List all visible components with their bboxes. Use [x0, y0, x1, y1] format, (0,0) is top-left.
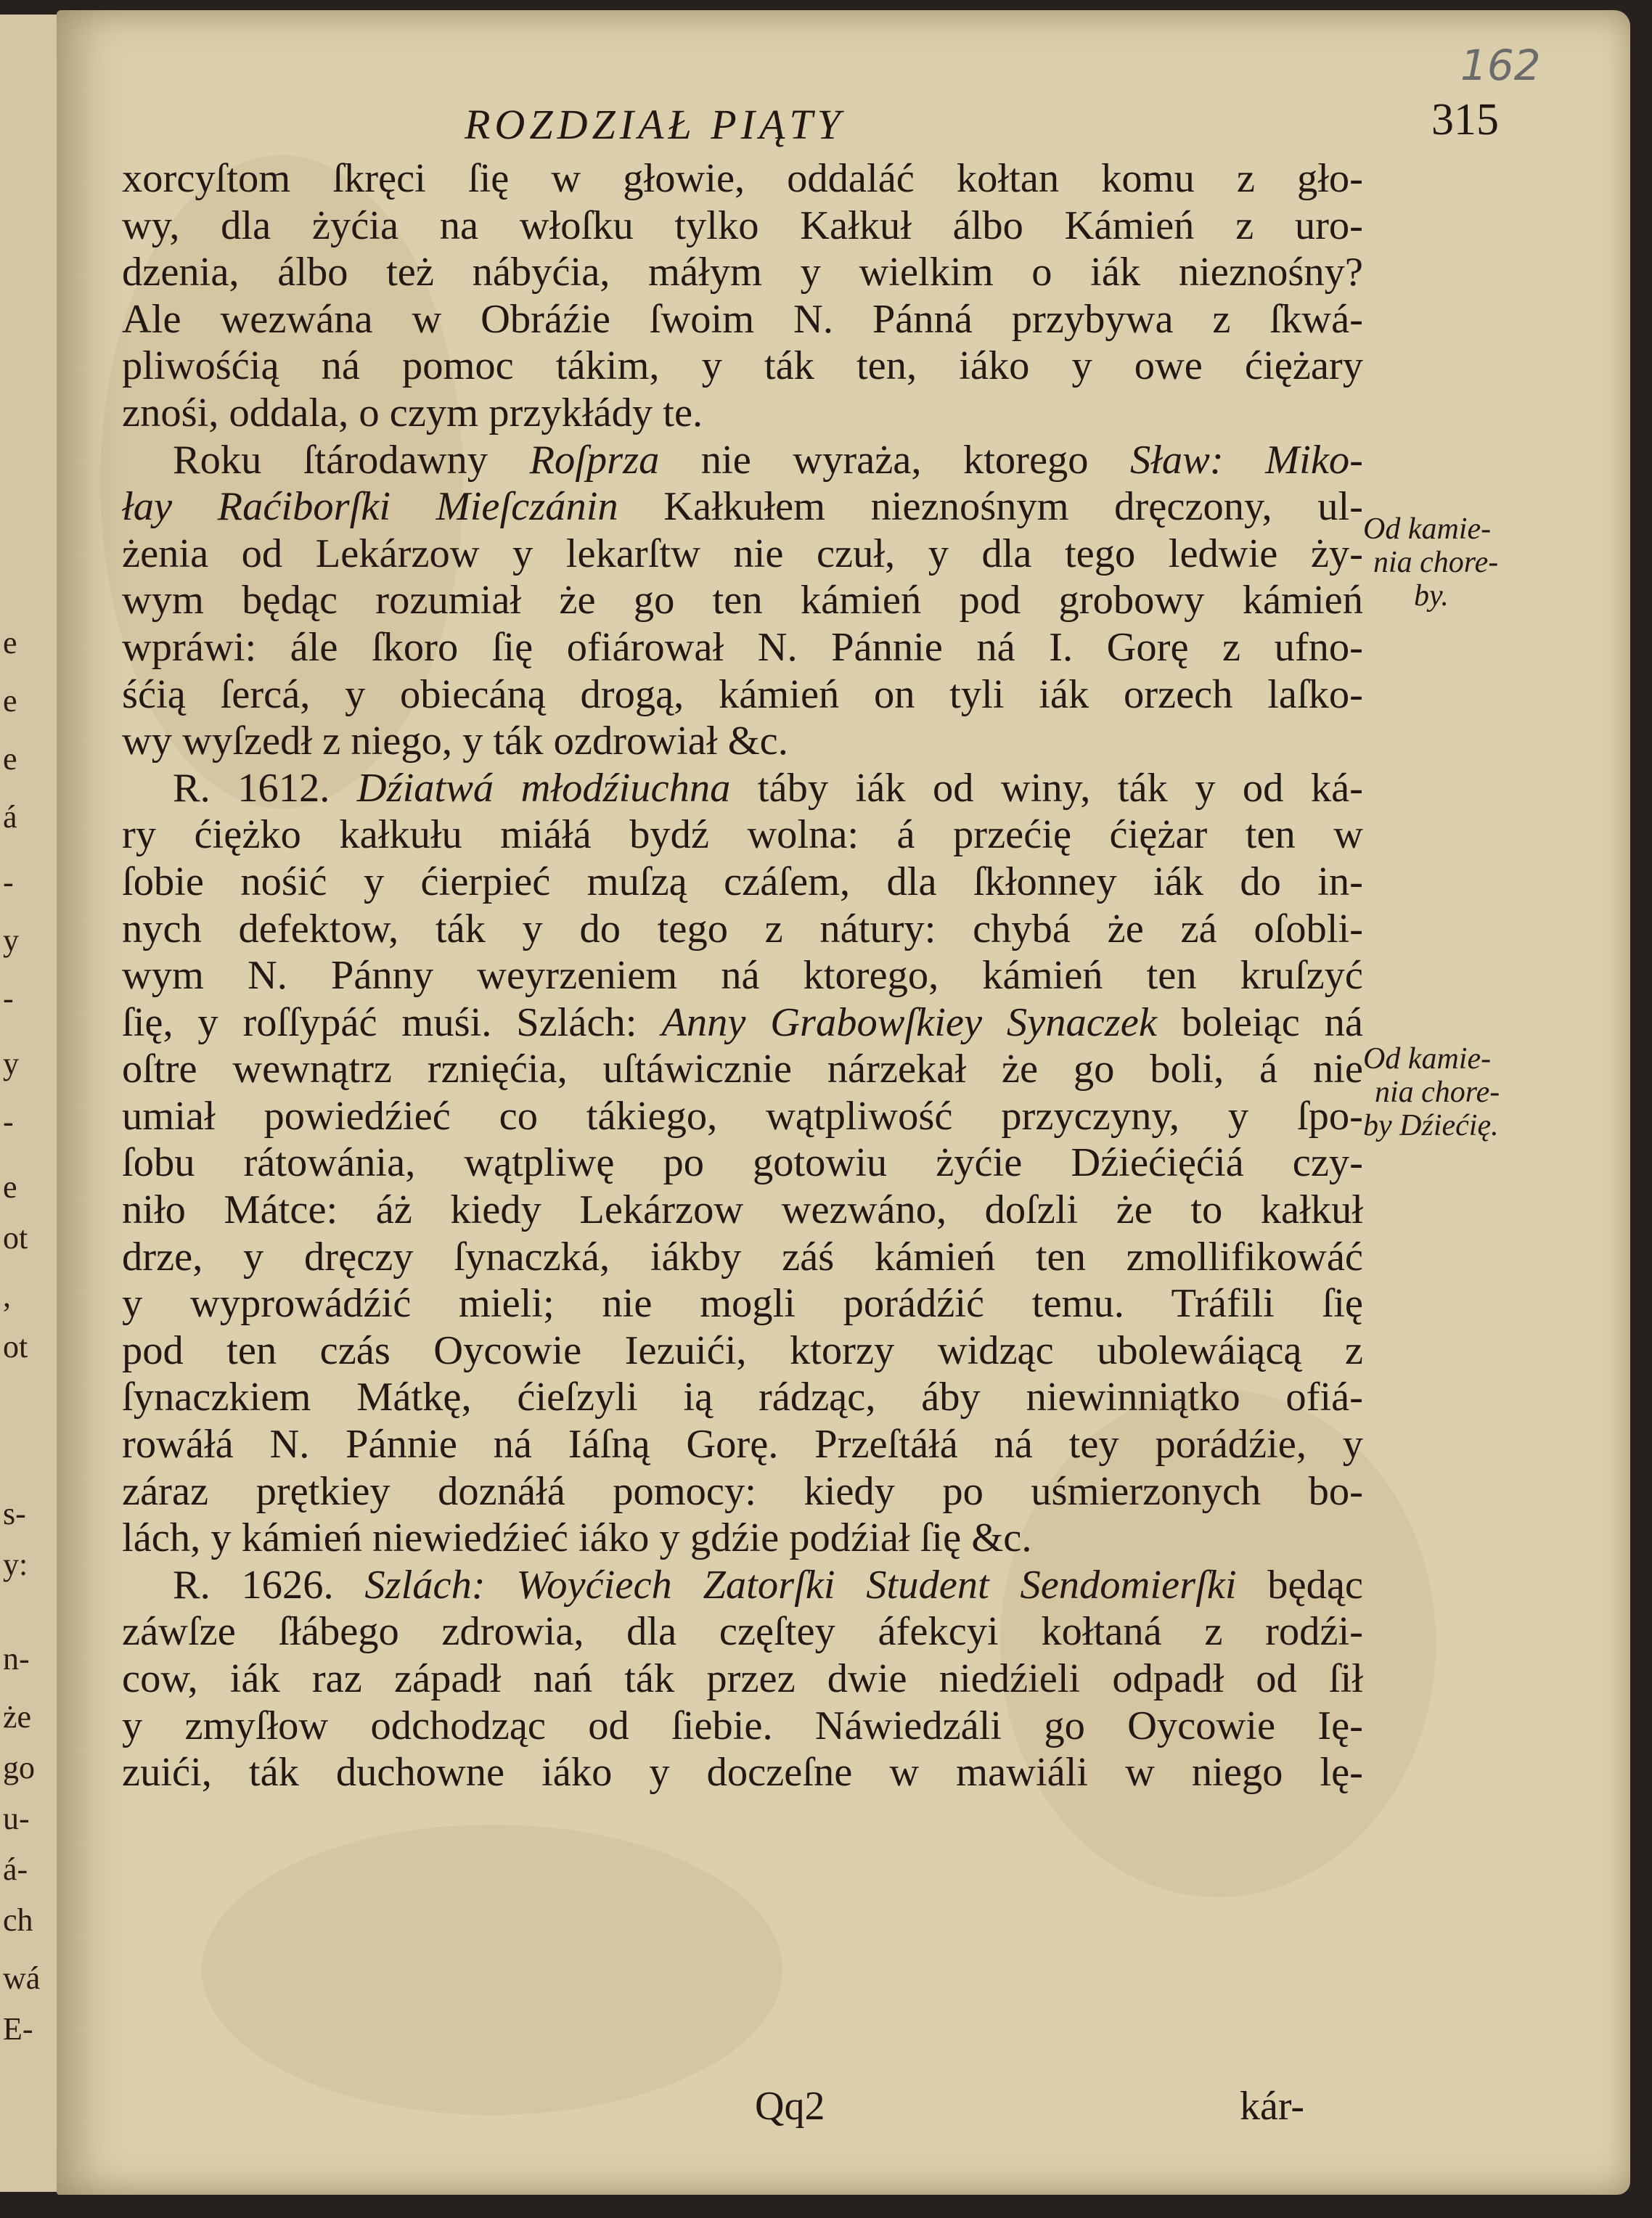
italic-name: Roſprza	[529, 437, 660, 483]
text-line	[122, 765, 1363, 812]
marginal-note-line: Od kamie-	[1363, 512, 1492, 546]
text-line	[122, 1280, 1363, 1327]
facing-page-fragment: E-	[3, 2011, 33, 2047]
text-segment: rowáłá N. Pánnie ná Iáſną Gorę. Przeſtáłá ná tey porádźie, y	[122, 1422, 1363, 1468]
page-number: 315	[1431, 95, 1499, 144]
marginal-note	[1363, 1042, 1537, 1142]
facing-page-fragment: n-	[3, 1641, 30, 1677]
text-segment: niło Mátce: áż kiedy Lekárzow wezwáno, doſzli że to kałkuł	[122, 1187, 1363, 1233]
italic-name: Dźiatwá młodźiuchna	[356, 765, 731, 811]
italic-name: Sław: Miko-	[1129, 437, 1363, 483]
marginal-note-line: Od kamie-	[1363, 1042, 1492, 1076]
text-line	[122, 1656, 1363, 1703]
text-line	[122, 1749, 1363, 1796]
text-segment: będąc	[1236, 1562, 1364, 1608]
text-line	[122, 249, 1363, 296]
text-segment: wpráwi: ále ſkoro ſię ofiárował N. Pánnie ná I. Gorę z ufno-	[122, 624, 1363, 670]
facing-page-fragment: że	[3, 1699, 32, 1735]
paper-stain	[202, 1825, 782, 2115]
facing-page-fragment: go	[3, 1750, 35, 1785]
text-segment: táby iák od winy, ták y od ká-	[730, 765, 1363, 811]
facing-page-fragment: -	[3, 1104, 14, 1139]
text-line	[122, 859, 1363, 906]
facing-page-fragment: wá	[3, 1960, 41, 1996]
text-line	[122, 1374, 1363, 1421]
text-segment: drze, y dręczy ſynaczká, iákby záś kámień ten zmollifikowáć	[122, 1234, 1363, 1280]
facing-page-fragment: y	[3, 922, 19, 958]
facing-page-fragment: -	[3, 864, 14, 900]
text-segment: wy, dla żyćia na włoſku tylko Kałkuł álbo Kámień z uro-	[122, 202, 1363, 248]
facing-page-fragment: u-	[3, 1801, 30, 1836]
text-segment: umiał powiedźieć co tákiego, wątpliwość przyczyny, y ſpo-	[122, 1093, 1363, 1139]
text-segment: znośi, oddala, o czym przykłády te.	[122, 390, 703, 435]
signature-mark: Qq2	[755, 2084, 825, 2129]
pencil-folio-number: 162	[1460, 41, 1541, 90]
facing-page-edge	[0, 15, 65, 2192]
facing-page-fragment: y:	[3, 1547, 28, 1582]
italic-name: Anny Grabowſkiey Synaczek	[661, 999, 1157, 1045]
facing-page-fragment: e	[3, 683, 17, 719]
text-segment: Ale wezwána w Obráźie ſwoim N. Pánná przybywa z ſkwá-	[122, 296, 1363, 342]
text-segment: boleiąc ná	[1156, 999, 1363, 1045]
text-segment: cow, iák raz západł nań ták przez dwie niedźieli odpadł od ſił	[122, 1656, 1363, 1701]
text-line	[122, 624, 1363, 671]
text-segment: Roku ſtárodawny	[173, 437, 530, 483]
text-line	[122, 1608, 1363, 1656]
text-line	[122, 1093, 1363, 1140]
text-line	[122, 1468, 1363, 1515]
text-line	[122, 1703, 1363, 1750]
marginal-note-line: nia chore-	[1375, 1076, 1500, 1109]
text-segment: R. 1612.	[173, 765, 357, 811]
text-line	[122, 1327, 1363, 1375]
text-segment: zuići, ták duchowne iáko y doczeſne w mawiáli w niego lę-	[122, 1750, 1363, 1796]
text-line	[122, 296, 1363, 343]
text-line	[122, 437, 1363, 484]
text-segment: żenia od Lekárzow y lekarſtw nie czuł, y dla tego ledwie ży-	[122, 531, 1363, 576]
text-line	[122, 483, 1363, 531]
text-line	[122, 1046, 1363, 1093]
text-segment: wym będąc rozumiał że go ten kámień pod grobowy kámień	[122, 578, 1363, 623]
text-segment: Kałkułem nieznośnym dręczony, ul-	[618, 484, 1363, 530]
text-segment: nych defektow, ták y do tego z nátury: chybá że zá oſobli-	[122, 906, 1363, 952]
facing-page-fragment: ot	[3, 1220, 28, 1256]
italic-name: łay Raćiborſki Mieſczánin	[122, 484, 618, 530]
text-line	[122, 906, 1363, 953]
text-segment: ſynaczkiem Mátkę, ćieſzyli ią rádząc, áby niewinniątko ofiá-	[122, 1375, 1363, 1420]
text-segment: ry ćiężko kałkułu miáłá bydź wolna: á przećię ćiężar ten w	[122, 812, 1363, 858]
running-head: ROZDZIAŁ PIĄTY	[465, 101, 845, 148]
facing-page-fragment: e	[3, 741, 17, 777]
text-line	[122, 1187, 1363, 1234]
text-segment: xorcyſtom ſkręci ſię w głowie, oddaláć kołtan komu z gło-	[122, 156, 1363, 201]
facing-page-fragment: e	[3, 1169, 17, 1205]
text-line	[122, 1139, 1363, 1187]
text-line	[122, 390, 1363, 437]
text-segment: ſobu rátowánia, wątpliwę po gotowiu żyćie Dźiećięćiá czy-	[122, 1140, 1363, 1186]
facing-page-fragment: ,	[3, 1278, 11, 1314]
text-segment: dzenia, álbo też nábyćia, máłym y wielkim o iák nieznośny?	[122, 250, 1363, 295]
text-line	[122, 999, 1363, 1047]
text-segment: y wyprowádźić mieli; nie mogli porádźić temu. Tráfili ſię	[122, 1281, 1363, 1327]
text-segment: ſię, y roſſypáć muśi. Szlách:	[122, 999, 662, 1045]
facing-page-fragment: á	[3, 799, 17, 835]
text-line	[122, 671, 1363, 719]
facing-page-fragment: ot	[3, 1329, 28, 1364]
text-segment: záwſze ſłábego zdrowia, dla częſtey áfekcyi kołtaná z rodźi-	[122, 1609, 1363, 1655]
marginal-note	[1363, 512, 1537, 613]
catchword: kár-	[1240, 2084, 1305, 2129]
text-line	[122, 1234, 1363, 1281]
text-segment: śćią ſercá, y obiecáną drogą, kámień on tyli iák orzech laſko-	[122, 671, 1363, 717]
text-line	[122, 1515, 1363, 1562]
facing-page-fragment: e	[3, 625, 17, 660]
text-segment: R. 1626.	[173, 1562, 365, 1608]
facing-page-fragment: -	[3, 981, 14, 1016]
text-line	[122, 155, 1363, 202]
text-line	[122, 811, 1363, 859]
text-segment: nie wyraża, ktorego	[659, 437, 1130, 483]
marginal-note-line: by.	[1414, 579, 1449, 613]
body-text	[122, 155, 1363, 1796]
text-line	[122, 718, 1363, 765]
text-segment: oſtre wewnątrz rznięćia, uſtáwicznie nárzekał że go boli, á nie	[122, 1047, 1363, 1092]
text-segment: záraz prętkiey doznáłá pomocy: kiedy po uśmierzonych bo-	[122, 1468, 1363, 1514]
facing-page-fragment: s-	[3, 1496, 26, 1531]
text-segment: y zmyſłow odchodząc od ſiebie. Náwiedzáli go Oycowie Ię-	[122, 1703, 1363, 1748]
italic-name: Szlách: Woyćiech Zatorſki Student Sendomierſki	[364, 1562, 1237, 1608]
facing-page-fragment: á-	[3, 1851, 28, 1887]
text-line	[122, 1562, 1363, 1609]
text-line	[122, 531, 1363, 578]
marginal-note-line: nia chore-	[1373, 546, 1499, 579]
text-line	[122, 202, 1363, 250]
text-segment: wy wyſzedł z niego, y ták ozdrowiał &c.	[122, 719, 788, 764]
facing-page-fragment: ch	[3, 1902, 33, 1938]
text-segment: lách, y kámień niewiedźieć iáko y gdźie podźiał ſię &c.	[122, 1515, 1032, 1561]
text-segment: pod ten czás Oycowie Iezuići, ktorzy widząc ubolewáiącą z	[122, 1327, 1363, 1373]
text-line	[122, 1421, 1363, 1468]
text-line	[122, 952, 1363, 999]
text-segment: pliwośćią ná pomoc tákim, y ták ten, iáko y owe ćiężary	[122, 343, 1363, 389]
facing-page-fragment: y	[3, 1046, 19, 1081]
text-line	[122, 343, 1363, 390]
marginal-note-line: by Dźiećię.	[1363, 1109, 1499, 1142]
text-segment: ſobie nośić y ćierpieć muſzą czáſem, dla ſkłonney iák do in-	[122, 859, 1363, 904]
text-line	[122, 577, 1363, 624]
text-segment: wym N. Pánny weyrzeniem ná ktorego, kámień ten kruſzyć	[122, 953, 1363, 999]
